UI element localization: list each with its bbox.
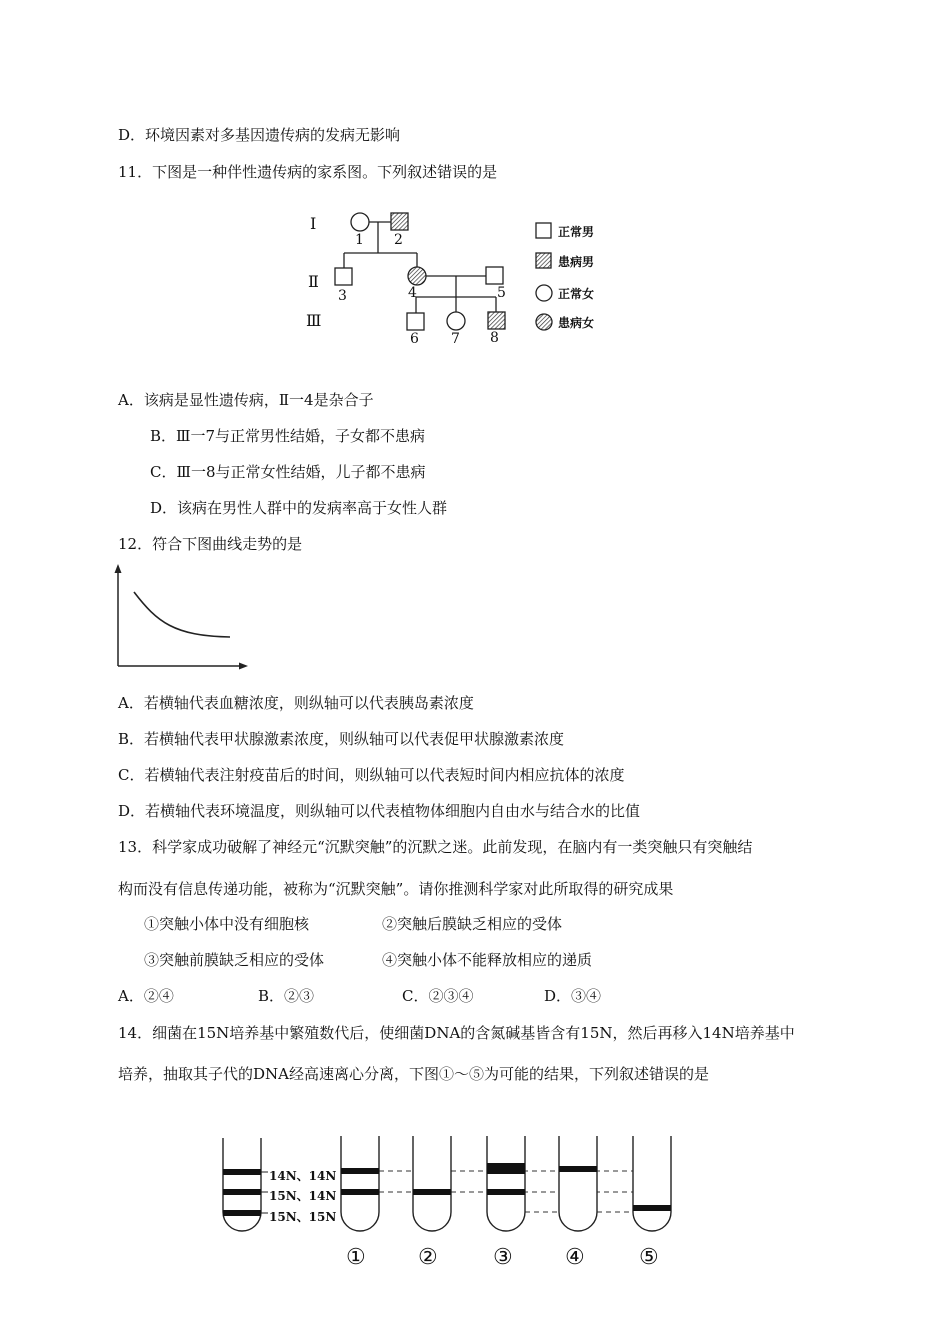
tube-3-band-hybrid [487,1189,525,1195]
q11-option-c: C．Ⅲ一8与正常女性结婚，儿子都不患病 [150,463,426,481]
q12-option-b: B．若横轴代表甲状腺激素浓度，则纵轴可以代表促甲状腺激素浓度 [118,730,565,748]
tube-5 [633,1136,671,1231]
reference-band-14N14N [223,1169,261,1175]
band-label-15N14N: 15N、14N [269,1189,337,1203]
q13-option-a: A．②④ [118,987,174,1005]
centrifuge-tubes-figure [215,1130,695,1270]
tube-3-band-light [487,1163,525,1174]
legend-normal-male-symbol [536,223,551,238]
tube-1-band-hybrid [341,1189,379,1195]
q12-option-a: A．若横轴代表血糖浓度，则纵轴可以代表胰岛素浓度 [118,694,474,712]
q12-stem: 12．符合下图曲线走势的是 [118,535,303,553]
curve [134,592,230,637]
tube-1-band-light [341,1168,379,1174]
q14-stem-line1: 14．细菌在15N培养基中繁殖数代后，使细菌DNA的含氮碱基皆含有15N，然后再移入14N培养基中 [118,1024,795,1042]
q13-option-d: D．③④ [544,987,602,1005]
individual-5-normal-male [486,267,503,284]
legend-normal-female-symbol [536,285,552,301]
q13-option-c: C．②③④ [402,987,474,1005]
individual-8-affected-male [488,312,505,329]
q11-option-b: B．Ⅲ一7与正常男性结婚，子女都不患病 [150,427,426,445]
generation-label-1: Ⅰ [310,214,317,233]
tube-label-1: ① [346,1245,366,1270]
q11-option-a: A．该病是显性遗传病，Ⅱ一4是杂合子 [118,391,374,409]
individual-label-1: 1 [355,232,364,248]
reference-tube [223,1138,261,1231]
q10-option-d: D．环境因素对多基因遗传病的发病无影响 [118,126,401,144]
q13-item-3: ③突触前膜缺乏相应的受体 [144,951,325,969]
q11-stem: 11．下图是一种伴性遗传病的家系图。下列叙述错误的是 [118,163,498,181]
tube-1 [341,1136,379,1231]
x-axis-arrow [239,663,248,670]
q13-stem-line2: 构而没有信息传递功能，被称为“沉默突触”。请你推测科学家对此所取得的研究成果 [118,880,674,898]
q13-stem-line1: 13．科学家成功破解了神经元“沉默突触”的沉默之迷。此前发现，在脑内有一类突触只有突触结 [118,838,753,856]
individual-label-5: 5 [497,285,506,301]
individual-label-3: 3 [338,288,347,304]
individual-label-8: 8 [490,330,499,346]
legend-normal-female-label: 正常女 [558,287,595,301]
individual-2-affected-male [391,213,408,230]
y-axis-arrow [115,564,122,573]
individual-1-normal-female [351,213,369,231]
individual-label-7: 7 [451,331,460,347]
decreasing-curve-graph [112,562,252,672]
tube-label-4: ④ [565,1245,585,1270]
individual-label-6: 6 [410,331,419,347]
tube-5-band-heavy [633,1205,671,1211]
q13-item-1: ①突触小体中没有细胞核 [144,915,310,933]
legend-normal-male-label: 正常男 [558,225,595,239]
q12-option-d: D．若横轴代表环境温度，则纵轴可以代表植物体细胞内自由水与结合水的比值 [118,802,641,820]
pedigree-chart [300,205,620,355]
tube-label-5: ⑤ [639,1245,659,1270]
generation-label-3: Ⅲ [306,311,322,330]
legend-affected-female-label: 患病女 [558,316,595,330]
q13-option-b: B．②③ [258,987,315,1005]
reference-band-15N14N [223,1189,261,1195]
legend-affected-female-symbol [536,314,552,330]
reference-band-15N15N [223,1210,261,1216]
tube-3 [487,1136,525,1231]
q11-option-d: D．该病在男性人群中的发病率高于女性人群 [150,499,448,517]
tube-label-2: ② [418,1245,438,1270]
individual-label-2: 2 [394,232,403,248]
band-label-14N14N: 14N、14N [269,1169,337,1183]
individual-label-4: 4 [408,285,417,301]
tube-4-band-light [559,1166,597,1172]
tube-2 [413,1136,451,1231]
band-label-15N15N: 15N、15N [269,1210,337,1224]
individual-7-normal-female [447,312,465,330]
q14-stem-line2: 培养，抽取其子代的DNA经高速离心分离，下图①～⑤为可能的结果，下列叙述错误的是 [118,1065,709,1083]
q13-item-4: ④突触小体不能释放相应的递质 [382,951,593,969]
generation-label-2: Ⅱ [308,272,319,291]
individual-6-normal-male [407,313,424,330]
q12-option-c: C．若横轴代表注射疫苗后的时间，则纵轴可以代表短时间内相应抗体的浓度 [118,766,625,784]
individual-3-normal-male [335,268,352,285]
tube-label-3: ③ [493,1245,513,1270]
tube-4 [559,1136,597,1231]
legend-affected-male-symbol [536,253,551,268]
individual-4-affected-female [408,267,426,285]
tube-2-band-hybrid [413,1189,451,1195]
q13-item-2: ②突触后膜缺乏相应的受体 [382,915,563,933]
legend-affected-male-label: 患病男 [558,255,595,269]
